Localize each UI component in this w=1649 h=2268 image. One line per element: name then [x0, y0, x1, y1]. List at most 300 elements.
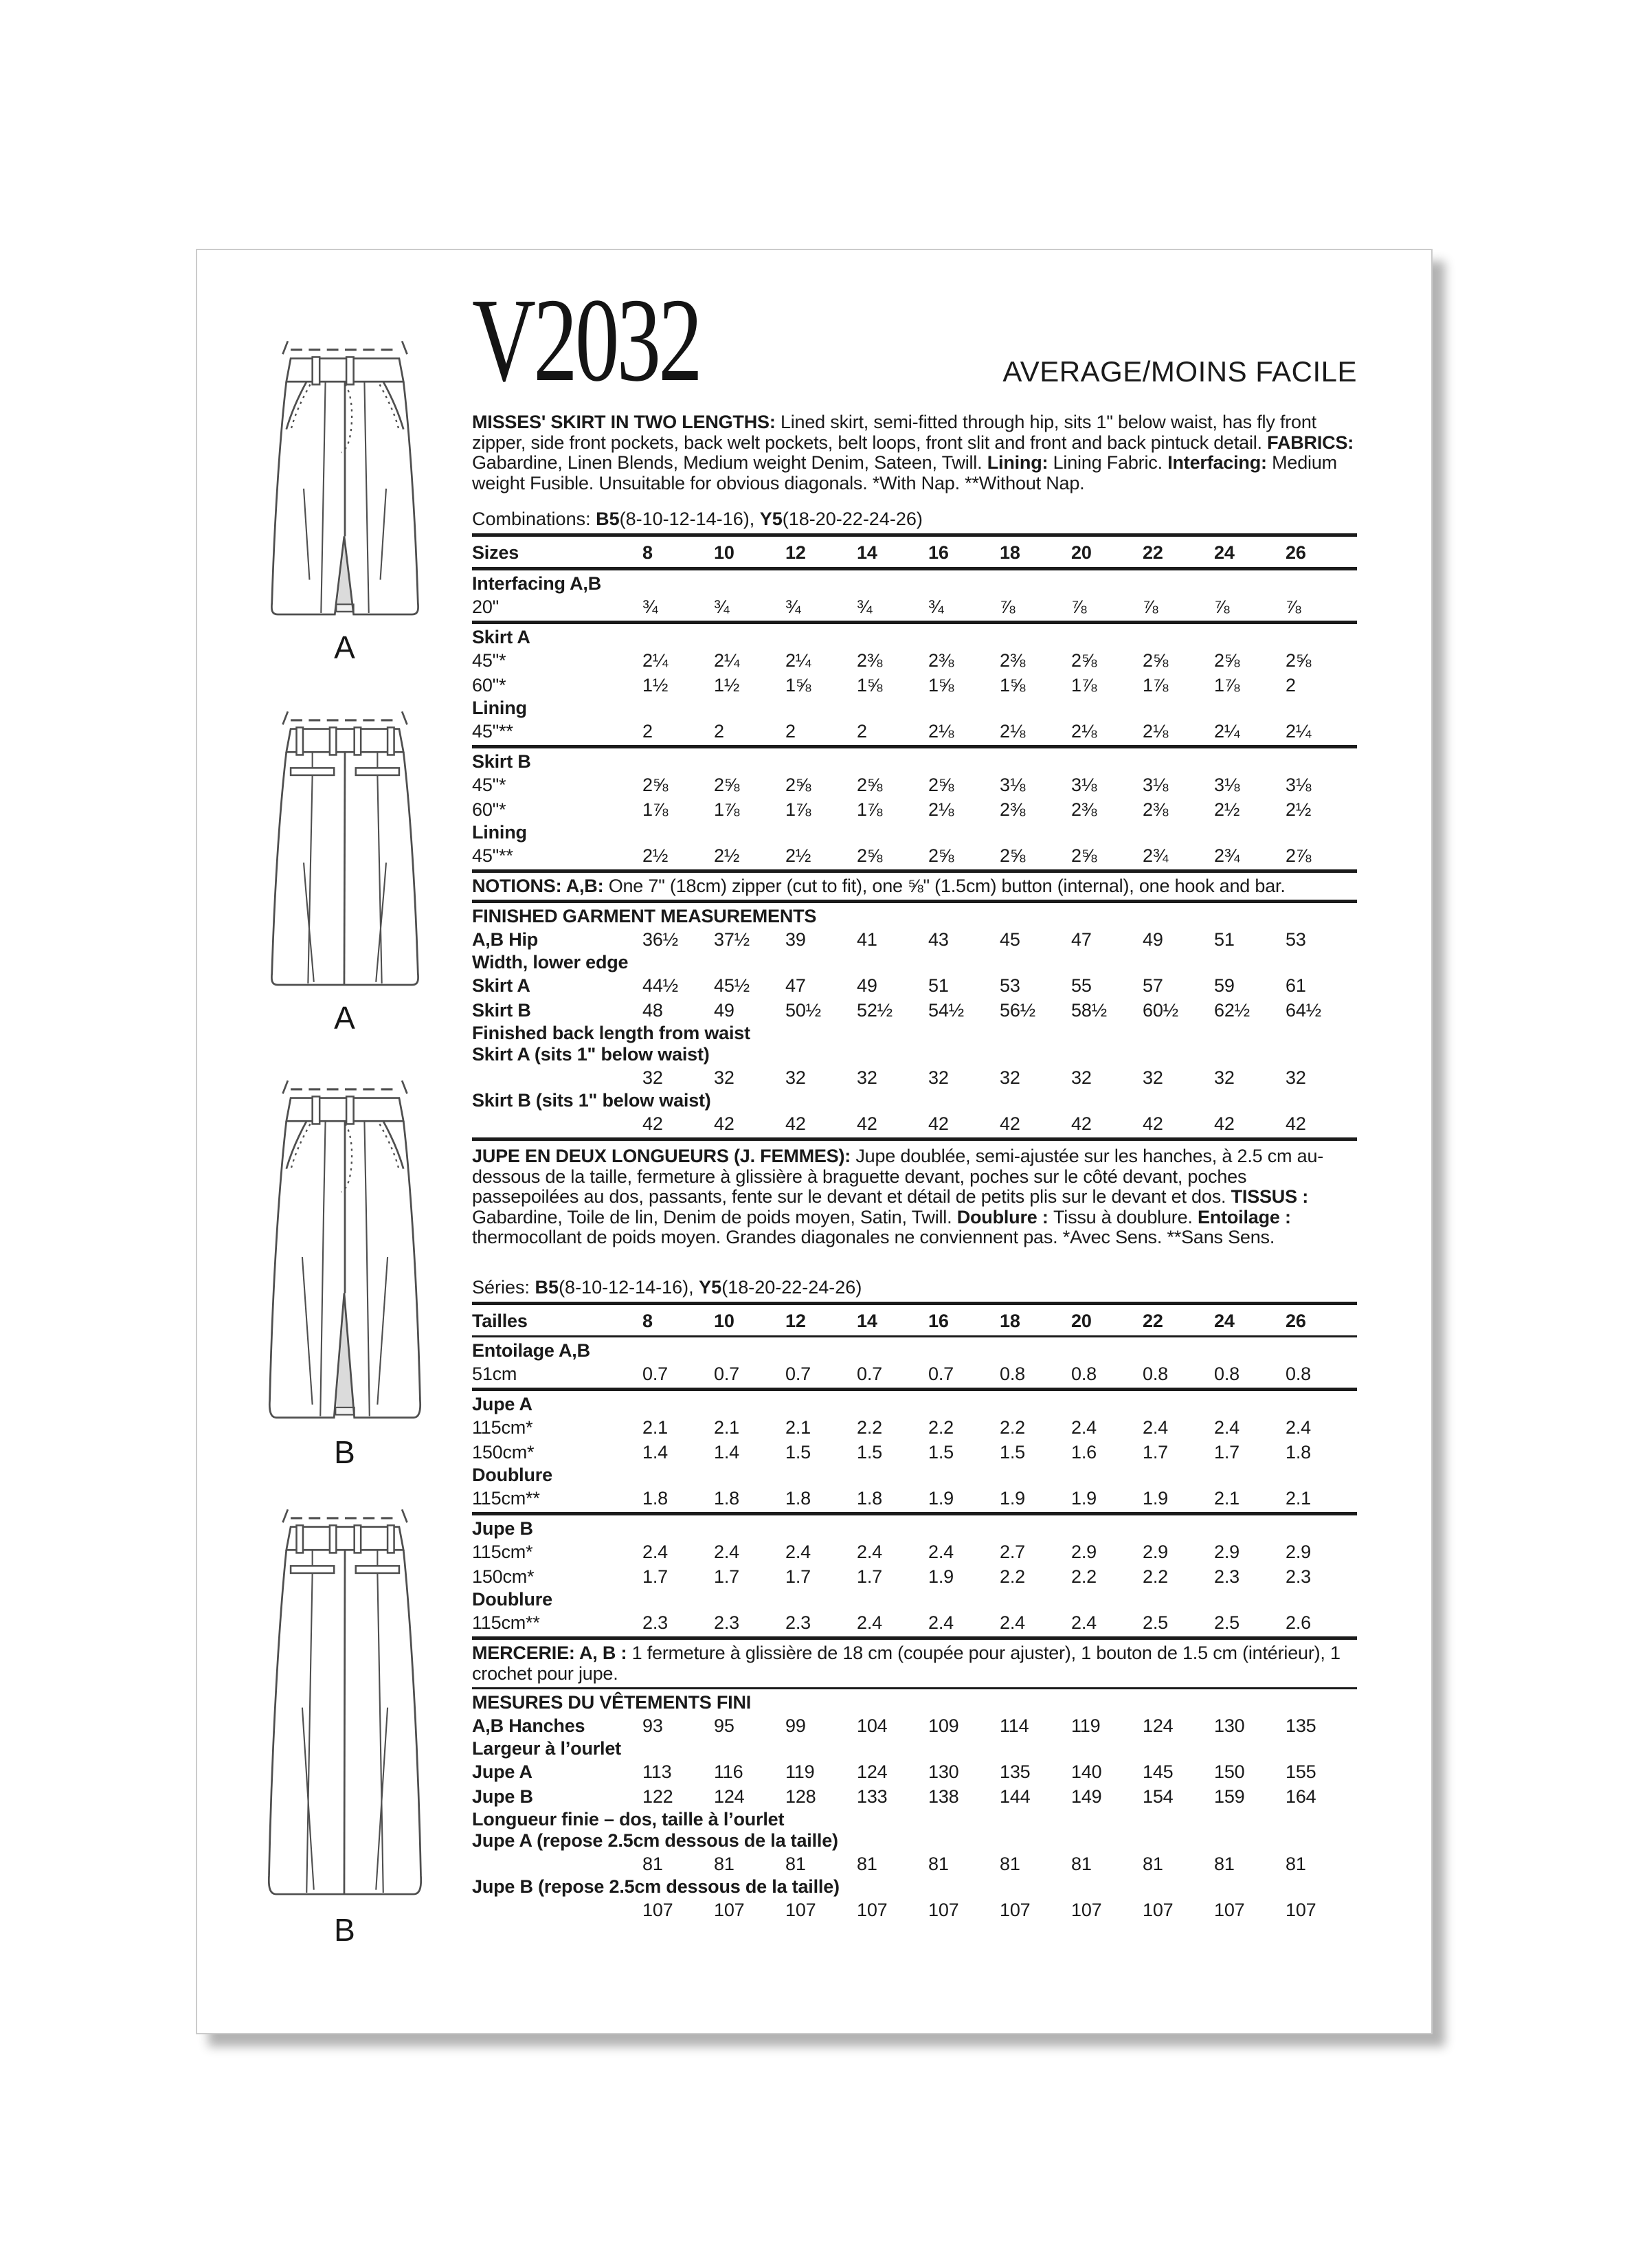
- table-cell: 42: [785, 1113, 806, 1134]
- table-cell: 130: [1214, 1715, 1245, 1736]
- table-cell: 107: [714, 1899, 745, 1920]
- row-label: 150cm*: [472, 1566, 535, 1587]
- table-cell: 2.4: [1071, 1416, 1097, 1438]
- table-cell: 2.9: [1143, 1541, 1168, 1562]
- table-cell: 1⅝: [928, 675, 954, 696]
- table-cell: 47: [785, 975, 806, 996]
- table-cell: 26: [1286, 542, 1306, 563]
- table-cell: ⅞: [1071, 597, 1087, 617]
- table-cell: 53: [1286, 929, 1306, 950]
- table-cell: 1⅞: [1214, 675, 1240, 696]
- table-cell: 2¼: [1214, 721, 1240, 742]
- table-cell: 2.4: [1214, 1416, 1239, 1438]
- table-cell: 26: [1286, 1310, 1306, 1331]
- table-row: [472, 1610, 1357, 1635]
- row-label: Tailles: [472, 1310, 528, 1331]
- table-rule: [472, 1512, 1357, 1515]
- table-cell: 2½: [1286, 799, 1312, 820]
- table-cell: 2.1: [714, 1416, 739, 1438]
- table-cell: 0.8: [1000, 1363, 1025, 1384]
- table-cell: 107: [785, 1899, 816, 1920]
- table-cell: 2⅝: [1286, 650, 1312, 671]
- table-cell: 1.7: [1143, 1441, 1168, 1463]
- table-cell: 43: [928, 929, 949, 950]
- table-cell: 12: [785, 542, 806, 563]
- row-label: Skirt A: [472, 975, 530, 996]
- table-cell: 36½: [642, 929, 678, 950]
- text-segment: (18-20-22-24-26): [721, 1276, 862, 1298]
- table-cell: 32: [928, 1067, 949, 1088]
- figure-label: A: [334, 629, 356, 665]
- table-cell: 20: [1071, 542, 1092, 563]
- table-cell: 42: [1071, 1113, 1092, 1134]
- table-cell: 2⅝: [1071, 845, 1097, 866]
- table-cell: 1⅞: [642, 799, 669, 820]
- text-segment: Lining:: [987, 452, 1053, 473]
- table-cell: 107: [642, 1899, 673, 1920]
- text-segment: Doublure :: [956, 1206, 1053, 1227]
- table-cell: 1.7: [857, 1566, 882, 1587]
- table-cell: 42: [857, 1113, 877, 1134]
- table-cell: 1.9: [928, 1566, 954, 1587]
- table-cell: 2½: [785, 845, 811, 866]
- table-cell: 107: [1286, 1899, 1316, 1920]
- text-segment: FABRICS:: [1267, 432, 1354, 453]
- table-cell: 2.4: [1286, 1416, 1311, 1438]
- table-cell: 1.4: [642, 1441, 668, 1463]
- table-cell: 164: [1286, 1786, 1316, 1807]
- table-cell: 24: [1214, 1310, 1235, 1331]
- skirt-b-front-illustration: [262, 1076, 428, 1432]
- table-cell: 2⅜: [857, 650, 883, 671]
- table-cell: 2.5: [1214, 1612, 1239, 1633]
- row-label: 60"*: [472, 799, 506, 820]
- text-segment: Lining Fabric.: [1053, 452, 1168, 473]
- table-cell: 2¾: [1143, 845, 1169, 866]
- table-section-label: Lining: [472, 698, 527, 718]
- table-cell: 2.4: [714, 1541, 739, 1562]
- table-cell: 2½: [1214, 799, 1240, 820]
- table-cell: 2¼: [642, 650, 669, 671]
- table-cell: 2½: [714, 845, 740, 866]
- table-cell: 8: [642, 1310, 653, 1331]
- table-cell: 1⅝: [785, 675, 811, 696]
- table-cell: 145: [1143, 1761, 1174, 1782]
- table-cell: 0.8: [1143, 1363, 1168, 1384]
- table-cell: 2⅝: [1000, 845, 1026, 866]
- table-cell: 107: [1000, 1899, 1031, 1920]
- table-row: [472, 1713, 1357, 1738]
- table-cell: 150: [1214, 1761, 1245, 1782]
- table-cell: 2.3: [1286, 1566, 1311, 1587]
- table-cell: ¾: [785, 597, 801, 617]
- table-cell: 81: [714, 1853, 734, 1874]
- table-cell: 54½: [928, 1000, 964, 1021]
- table-cell: 2.5: [1143, 1612, 1168, 1633]
- table-cell: 2¼: [714, 650, 740, 671]
- table-cell: 81: [1071, 1853, 1092, 1874]
- table-cell: 154: [1143, 1786, 1174, 1807]
- text-segment: Medium weight Fusible. Unsuitable for obvious diagonals. *With Nap. **Without Nap.: [472, 452, 1337, 493]
- table-cell: ¾: [928, 597, 944, 617]
- table-cell: 107: [857, 1899, 888, 1920]
- table-cell: 135: [1000, 1761, 1031, 1782]
- table-cell: 2.4: [928, 1541, 954, 1562]
- table-note: [472, 876, 1357, 896]
- table-cell: 2⅜: [1000, 650, 1026, 671]
- table-cell: ¾: [857, 597, 873, 617]
- table-note: [472, 1643, 1357, 1684]
- table-cell: 2.4: [1143, 1416, 1168, 1438]
- table-cell: 2.9: [1214, 1541, 1239, 1562]
- table-row: [472, 843, 1357, 868]
- table-cell: 10: [714, 1310, 734, 1331]
- table-section-label: Entoilage A,B: [472, 1339, 590, 1361]
- header: [472, 274, 1357, 407]
- table-section-label: Interfacing A,B: [472, 573, 602, 594]
- table-cell: ¾: [642, 597, 658, 617]
- text-segment: MERCERIE: A, B :: [472, 1642, 632, 1663]
- table-row: [472, 927, 1357, 952]
- text-segment: Y5: [699, 1276, 722, 1298]
- table-section-label: Finished back length from waist: [472, 1023, 750, 1043]
- table-cell: 1.7: [714, 1566, 739, 1587]
- table-section-label: Largeur à l’ourlet: [472, 1737, 621, 1759]
- table-cell: 2.4: [642, 1541, 668, 1562]
- table-cell: 32: [1143, 1067, 1163, 1088]
- table-cell: 2⅝: [714, 775, 740, 795]
- table-cell: 1⅞: [785, 799, 811, 820]
- table-cell: 107: [1071, 1899, 1102, 1920]
- table-cell: 81: [1143, 1853, 1163, 1874]
- table-cell: 42: [1143, 1113, 1163, 1134]
- table-row: [472, 540, 1357, 566]
- table-cell: 2.1: [1214, 1487, 1239, 1509]
- text-segment: Combinations:: [472, 509, 596, 529]
- table-cell: 1.8: [857, 1487, 882, 1509]
- skirt-a-front-illustration: [262, 337, 428, 627]
- table-cell: 2.9: [1071, 1541, 1097, 1562]
- table-cell: 42: [928, 1113, 949, 1134]
- table-cell: 49: [714, 1000, 734, 1021]
- skirt-b-back-figure: [215, 1505, 475, 1946]
- row-label: 51cm: [472, 1363, 517, 1384]
- table-cell: 14: [857, 1310, 877, 1331]
- table-cell: 1⅝: [1000, 675, 1026, 696]
- table-cell: 1½: [642, 675, 669, 696]
- table-row: [472, 1539, 1357, 1564]
- row-label: A,B Hanches: [472, 1715, 585, 1736]
- description-english: [472, 412, 1357, 493]
- table-cell: 61: [1286, 975, 1306, 996]
- table-cell: 44½: [642, 975, 678, 996]
- figure-label: A: [334, 999, 356, 1036]
- yardage-table-french: [472, 1302, 1357, 1922]
- table-cell: 81: [857, 1853, 877, 1874]
- table-row: [472, 673, 1357, 698]
- table-cell: 1.5: [857, 1441, 882, 1463]
- table-rule: [472, 1335, 1357, 1337]
- table-cell: 135: [1286, 1715, 1316, 1736]
- table-cell: 119: [785, 1761, 815, 1782]
- table-cell: 2⅜: [1071, 799, 1097, 820]
- table-cell: 2.4: [928, 1612, 954, 1633]
- table-cell: 47: [1071, 929, 1092, 950]
- table-rule: [472, 1388, 1357, 1391]
- table-cell: 2.4: [785, 1541, 811, 1562]
- table-cell: 14: [857, 542, 877, 563]
- table-row: [472, 1065, 1357, 1090]
- table-row: [472, 1898, 1357, 1922]
- table-rule: [472, 533, 1357, 537]
- table-cell: 2.2: [1000, 1416, 1025, 1438]
- table-cell: 2⅝: [642, 775, 669, 795]
- table-cell: 2.3: [642, 1612, 668, 1633]
- table-cell: 113: [642, 1761, 672, 1782]
- table-section-label: MESURES DU VÊTEMENTS FINI: [472, 1691, 752, 1713]
- table-cell: 42: [1000, 1113, 1020, 1134]
- table-cell: 2⅝: [928, 845, 954, 866]
- table-cell: 124: [1143, 1715, 1174, 1736]
- table-cell: 22: [1143, 542, 1163, 563]
- text-segment: MISSES' SKIRT IN TWO LENGTHS:: [472, 412, 781, 432]
- table-cell: 12: [785, 1310, 806, 1331]
- table-row: [472, 1361, 1357, 1386]
- table-cell: 37½: [714, 929, 750, 950]
- table-cell: 2: [714, 721, 724, 742]
- table-cell: 55: [1071, 975, 1092, 996]
- table-section-label: Jupe A (repose 2.5cm dessous de la taille): [472, 1830, 838, 1851]
- table-rule: [472, 1687, 1357, 1689]
- pattern-sheet: [196, 249, 1433, 2034]
- table-cell: 0.7: [785, 1363, 811, 1384]
- table-cell: 2.6: [1286, 1612, 1311, 1633]
- row-label: 115cm*: [472, 1541, 533, 1562]
- table-cell: 32: [1000, 1067, 1020, 1088]
- table-section-label: Longueur finie – dos, taille à l’ourlet: [472, 1808, 785, 1830]
- table-cell: 2.4: [857, 1541, 882, 1562]
- table-row: [472, 1415, 1357, 1440]
- table-cell: 104: [857, 1715, 888, 1736]
- table-cell: 0.7: [642, 1363, 668, 1384]
- table-section-label: Jupe A: [472, 1393, 532, 1414]
- text-segment: Séries:: [472, 1276, 535, 1298]
- skirt-a-back-figure: [215, 707, 475, 1034]
- table-section-label: Skirt A (sits 1" below waist): [472, 1044, 710, 1065]
- row-label: [472, 1065, 642, 1090]
- table-cell: 51: [928, 975, 949, 996]
- table-cell: 42: [714, 1113, 734, 1134]
- table-cell: 107: [928, 1899, 959, 1920]
- table-cell: 42: [1286, 1113, 1306, 1134]
- row-label: Skirt B: [472, 1000, 531, 1021]
- table-cell: 1.5: [928, 1441, 954, 1463]
- row-label: 45"*: [472, 775, 506, 795]
- row-label: 60"*: [472, 675, 506, 696]
- table-cell: 2.4: [857, 1612, 882, 1633]
- table-row: [472, 797, 1357, 822]
- table-cell: 64½: [1286, 1000, 1321, 1021]
- table-cell: 16: [928, 542, 949, 563]
- table-cell: 60½: [1143, 1000, 1178, 1021]
- text-segment: Tissu à doublure.: [1053, 1206, 1198, 1227]
- table-cell: 1.5: [1000, 1441, 1025, 1463]
- table-cell: 107: [1143, 1899, 1174, 1920]
- table-cell: 2⅜: [1143, 799, 1169, 820]
- table-cell: 18: [1000, 1310, 1020, 1331]
- table-cell: 128: [785, 1786, 816, 1807]
- table-cell: 16: [928, 1310, 949, 1331]
- row-label: Sizes: [472, 542, 519, 563]
- table-cell: 1.6: [1071, 1441, 1097, 1463]
- table-cell: 107: [1214, 1899, 1245, 1920]
- table-cell: 119: [1071, 1715, 1101, 1736]
- text-segment: Jupe doublée, semi-ajustée sur les hanches, à 2.5 cm au-dessous de la taille, fermeture à glissière à braguette devant, poches sur le côté devant, poches passepoilées au dos, passants, fente sur le devant et détail de petits plis sur le devant et dos.: [472, 1146, 1324, 1207]
- table-row: [472, 594, 1357, 619]
- text-segment: One 7" (18cm) zipper (cut to fit), one ⅝" (1.5cm) button (internal), one hook and bar.: [608, 876, 1286, 896]
- table-cell: 2.2: [1071, 1566, 1097, 1587]
- row-label: 115cm**: [472, 1612, 540, 1633]
- table-section-label: FINISHED GARMENT MEASUREMENTS: [472, 906, 817, 926]
- table-cell: 1.5: [785, 1441, 811, 1463]
- table-cell: 3⅛: [1143, 775, 1169, 795]
- table-cell: 93: [642, 1715, 663, 1736]
- table-cell: 24: [1214, 542, 1235, 563]
- table-cell: 62½: [1214, 1000, 1250, 1021]
- table-cell: 49: [857, 975, 877, 996]
- row-label: Jupe A: [472, 1761, 532, 1782]
- table-cell: 59: [1214, 975, 1235, 996]
- table-cell: 144: [1000, 1786, 1031, 1807]
- skirt-a-front-figure: [215, 337, 475, 663]
- text-segment: TISSUS :: [1231, 1186, 1309, 1207]
- table-rule: [472, 1636, 1357, 1640]
- text-segment: (18-20-22-24-26): [782, 509, 923, 529]
- table-cell: 2⅝: [928, 775, 954, 795]
- table-cell: 2¾: [1214, 845, 1240, 866]
- description-french: [472, 1146, 1357, 1248]
- table-cell: 81: [1286, 1853, 1306, 1874]
- table-cell: 81: [785, 1853, 806, 1874]
- table-rule: [472, 621, 1357, 624]
- text-segment: (8-10-12-14-16),: [619, 509, 760, 529]
- text-segment: Y5: [759, 509, 783, 529]
- row-label: 45"*: [472, 650, 506, 671]
- table-cell: 2.4: [1000, 1612, 1025, 1633]
- row-label: 45"**: [472, 721, 513, 742]
- table-cell: 122: [642, 1786, 673, 1807]
- row-label: 150cm*: [472, 1441, 535, 1463]
- table-cell: 3⅛: [1000, 775, 1026, 795]
- table-section-label: Skirt B: [472, 751, 531, 772]
- table-cell: 39: [785, 929, 806, 950]
- table-row: [472, 1852, 1357, 1876]
- table-cell: 1.8: [1286, 1441, 1311, 1463]
- table-cell: 140: [1071, 1761, 1102, 1782]
- table-cell: 2⅛: [1071, 721, 1097, 742]
- table-row: [472, 1486, 1357, 1511]
- table-cell: 81: [1214, 1853, 1235, 1874]
- table-cell: 0.7: [857, 1363, 882, 1384]
- pattern-number: V2032: [472, 274, 701, 407]
- table-cell: 2.4: [1071, 1612, 1097, 1633]
- table-cell: 58½: [1071, 1000, 1107, 1021]
- text-segment: Entoilage :: [1198, 1206, 1291, 1227]
- text-segment: Gabardine, Toile de lin, Denim de poids moyen, Satin, Twill.: [472, 1206, 957, 1227]
- table-cell: 1⅞: [1071, 675, 1097, 696]
- row-label: A,B Hip: [472, 929, 539, 950]
- table-cell: 2.2: [1000, 1566, 1025, 1587]
- table-cell: 49: [1143, 929, 1163, 950]
- table-cell: 2.1: [1286, 1487, 1311, 1509]
- table-cell: 2: [857, 721, 867, 742]
- content-column: [472, 250, 1357, 1922]
- figure-label: B: [334, 1434, 356, 1470]
- table-cell: 2.2: [928, 1416, 954, 1438]
- row-label: [472, 1898, 642, 1922]
- table-cell: 155: [1286, 1761, 1316, 1782]
- text-segment: Interfacing:: [1167, 452, 1272, 473]
- table-cell: 45: [1000, 929, 1020, 950]
- row-label: 115cm**: [472, 1487, 540, 1509]
- table-rule: [472, 567, 1357, 570]
- table-cell: 2⅝: [1214, 650, 1240, 671]
- table-cell: 81: [642, 1853, 663, 1874]
- text-segment: thermocollant de poids moyen. Grandes diagonales ne conviennent pas. *Avec Sens. **Sans Sens.: [472, 1227, 1275, 1247]
- text-segment: B5: [596, 509, 620, 529]
- table-cell: 2¼: [785, 650, 811, 671]
- table-section-label: Jupe B (repose 2.5cm dessous de la taille): [472, 1876, 840, 1897]
- table-cell: 8: [642, 542, 653, 563]
- table-row: [472, 1111, 1357, 1136]
- table-cell: 2.2: [1143, 1566, 1168, 1587]
- table-cell: 32: [1214, 1067, 1235, 1088]
- table-cell: 1.9: [928, 1487, 954, 1509]
- table-row: [472, 1308, 1357, 1334]
- table-cell: 124: [857, 1761, 888, 1782]
- table-cell: 42: [642, 1113, 663, 1134]
- table-cell: 3⅛: [1214, 775, 1240, 795]
- table-cell: 2⅛: [1143, 721, 1169, 742]
- table-cell: 0.8: [1071, 1363, 1097, 1384]
- table-cell: 2.7: [1000, 1541, 1025, 1562]
- table-cell: 32: [642, 1067, 663, 1088]
- table-cell: 52½: [857, 1000, 893, 1021]
- table-cell: 1⅞: [857, 799, 883, 820]
- table-cell: 0.8: [1286, 1363, 1311, 1384]
- table-cell: 50½: [785, 1000, 821, 1021]
- table-cell: 32: [1286, 1067, 1306, 1088]
- table-cell: 3⅛: [1071, 775, 1097, 795]
- table-cell: 2⅛: [1000, 721, 1026, 742]
- table-cell: 81: [1000, 1853, 1020, 1874]
- table-cell: 130: [928, 1761, 959, 1782]
- table-cell: 45½: [714, 975, 750, 996]
- text-segment: NOTIONS: A,B:: [472, 876, 609, 896]
- table-cell: 2⅞: [1286, 845, 1312, 866]
- text-segment: 1 fermeture à glissière de 18 cm (coupée pour ajuster), 1 bouton de 1.5 cm (intérieur), 1 crochet pour jupe.: [472, 1642, 1340, 1684]
- table-cell: 114: [1000, 1715, 1029, 1736]
- table-cell: 1.8: [642, 1487, 668, 1509]
- table-row: [472, 648, 1357, 673]
- table-section-label: Width, lower edge: [472, 952, 629, 972]
- table-section-label: Doublure: [472, 1464, 552, 1485]
- table-cell: 20: [1071, 1310, 1092, 1331]
- table-cell: 1⅞: [714, 799, 740, 820]
- table-cell: 2½: [642, 845, 669, 866]
- table-cell: 1.7: [1214, 1441, 1239, 1463]
- table-section-label: Doublure: [472, 1588, 552, 1610]
